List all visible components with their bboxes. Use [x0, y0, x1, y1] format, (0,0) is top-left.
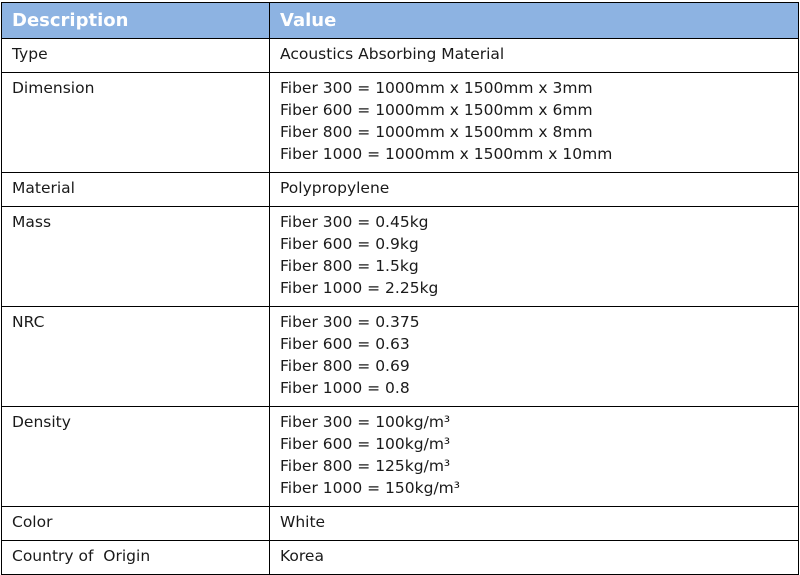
value-line: Korea: [280, 547, 324, 565]
table-row-country-of-origin: [2, 541, 799, 575]
value-line: Fiber 1000 = 2.25kg: [280, 279, 439, 297]
value-line: Fiber 600 = 1000mm x 1500mm x 6mm: [280, 101, 593, 119]
row-value: [270, 207, 799, 307]
value-line: Fiber 800 = 125kg/m³: [280, 457, 451, 475]
value-line: Fiber 1000 = 150kg/m³: [280, 479, 460, 497]
value-line: Fiber 800 = 0.69: [280, 357, 410, 375]
value-line: Fiber 600 = 100kg/m³: [280, 435, 451, 453]
value-line: White: [280, 513, 326, 531]
row-value: [270, 507, 799, 541]
row-label: Color: [2, 507, 270, 541]
table-row-mass: [2, 207, 799, 307]
table-row-color: [2, 507, 799, 541]
table-row-density: [2, 407, 799, 507]
row-value: [270, 407, 799, 507]
value-line: Fiber 600 = 0.63: [280, 335, 410, 353]
row-value: [270, 541, 799, 575]
table-row-dimension: [2, 73, 799, 173]
row-label: Density: [2, 407, 270, 507]
row-value: [270, 73, 799, 173]
value-line: Fiber 300 = 0.45kg: [280, 213, 429, 231]
header-value: Value: [270, 3, 799, 39]
row-label: Type: [2, 39, 270, 73]
row-label: Material: [2, 173, 270, 207]
table-row-material: [2, 173, 799, 207]
value-line: Acoustics Absorbing Material: [280, 45, 505, 63]
value-line: Fiber 300 = 100kg/m³: [280, 413, 451, 431]
row-label: NRC: [2, 307, 270, 407]
spec-table: [1, 2, 799, 575]
row-label: Dimension: [2, 73, 270, 173]
table-row-type: [2, 39, 799, 73]
value-line: Fiber 300 = 1000mm x 1500mm x 3mm: [280, 79, 593, 97]
value-line: Polypropylene: [280, 179, 390, 197]
header-description: Description: [2, 3, 270, 39]
table-row-nrc: [2, 307, 799, 407]
value-line: Fiber 600 = 0.9kg: [280, 235, 419, 253]
value-line: Fiber 1000 = 0.8: [280, 379, 410, 397]
value-line: Fiber 800 = 1.5kg: [280, 257, 419, 275]
row-label: Country of Origin: [2, 541, 270, 575]
value-line: Fiber 300 = 0.375: [280, 313, 420, 331]
row-label: Mass: [2, 207, 270, 307]
row-value: [270, 173, 799, 207]
row-value: [270, 39, 799, 73]
value-line: Fiber 800 = 1000mm x 1500mm x 8mm: [280, 123, 593, 141]
header-row: [2, 3, 799, 39]
value-line: Fiber 1000 = 1000mm x 1500mm x 10mm: [280, 145, 613, 163]
row-value: [270, 307, 799, 407]
